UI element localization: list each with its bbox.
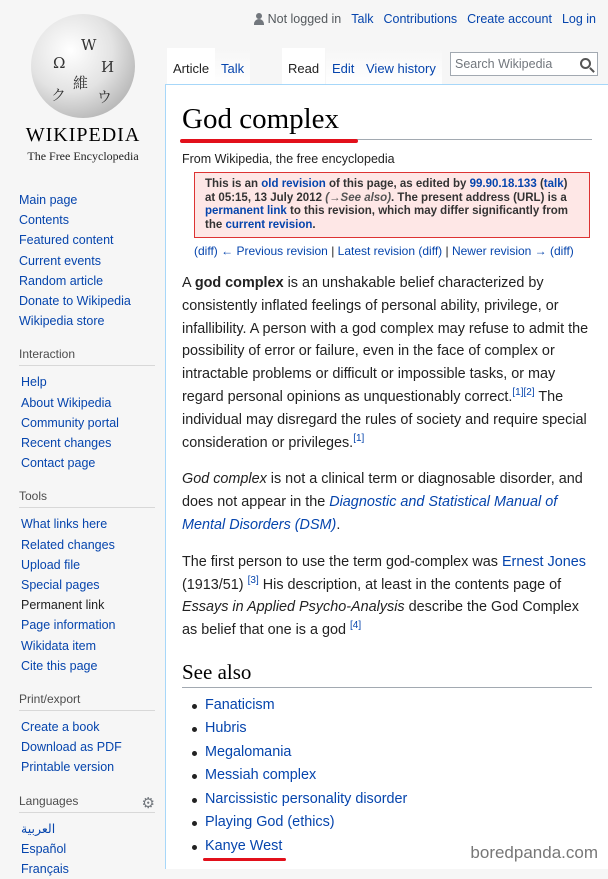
paragraph-history — [182, 551, 592, 642]
see-also-list — [182, 694, 592, 859]
tools-portal — [0, 489, 165, 676]
oldrev-text: This is an — [205, 178, 262, 190]
text: is an unshakable belief characterized by consistently inflated feelings of personal ability, privilege, or infallibility. A person with a god complex may refuse to admit the possibility of error or failure, even in the face of complex or intractable problems or difficult or impossible tasks, or may regard personal opinions as unquestionably correct. — [182, 275, 589, 405]
list-item — [190, 788, 592, 812]
list-item — [190, 694, 592, 718]
newer-revision-link[interactable]: Newer revision → — [451, 244, 547, 258]
tab-talk[interactable]: Talk — [215, 48, 250, 84]
list-item — [190, 717, 592, 741]
diff-link-1[interactable]: (diff) — [194, 244, 218, 258]
contact-page-link[interactable]: Contact page — [21, 456, 96, 471]
oldrev-text: ( — [539, 178, 544, 190]
text: describe the God Complex as belief that one is a god — [182, 599, 579, 639]
permanent-link[interactable]: Permanent link — [21, 598, 105, 613]
text: (1913/51) — [182, 576, 248, 593]
personal-tools — [254, 12, 596, 26]
not-logged-in-label: Not logged in — [267, 12, 342, 26]
search-input[interactable] — [450, 52, 598, 76]
languages-heading: Languages — [19, 794, 155, 813]
ernest-jones-link[interactable]: Ernest Jones — [501, 553, 586, 570]
logo-wordmark: WIKIPEDIA — [25, 124, 141, 146]
oldrev-text: ) at 05:15, 13 July 2012 — [205, 178, 568, 204]
create-book-link[interactable]: Create a book — [21, 720, 100, 735]
gear-icon[interactable]: ⚙ — [141, 794, 155, 812]
create-account-link[interactable]: Create account — [467, 12, 552, 26]
talk-link[interactable]: Talk — [351, 12, 374, 26]
wikidata-item-link[interactable]: Wikidata item — [21, 638, 97, 653]
language-french[interactable]: Français — [21, 862, 69, 877]
editor-ip-link[interactable]: 99.90.18.133 — [469, 178, 537, 190]
see-also-link[interactable]: Playing God (ethics) — [205, 814, 335, 831]
boredpanda-watermark: boredpanda.com — [470, 843, 598, 862]
what-links-here-link[interactable]: What links here — [21, 517, 108, 532]
kanye-west-link[interactable]: Kanye West — [205, 835, 282, 859]
language-arabic[interactable]: العربية — [21, 821, 56, 836]
oldrev-text: . — [312, 218, 316, 231]
upload-file-link[interactable]: Upload file — [21, 557, 81, 572]
print-export-heading: Print/export — [19, 692, 155, 711]
print-export-portal — [0, 692, 165, 778]
old-revision-notice — [194, 172, 590, 238]
nav-featured-content[interactable]: Featured content — [19, 233, 114, 248]
log-in-link[interactable]: Log in — [561, 12, 596, 26]
tab-read[interactable]: Read — [282, 48, 325, 84]
article-content — [165, 84, 608, 869]
text: The individual may disregard the rules of society and require special consideration or privileges. — [182, 388, 587, 451]
list-item — [190, 811, 592, 835]
tab-article[interactable]: Article — [167, 48, 215, 84]
tab-edit[interactable]: Edit — [326, 48, 360, 84]
bold-term: god complex — [194, 275, 284, 291]
related-changes-link[interactable]: Related changes — [21, 537, 115, 552]
printable-version-link[interactable]: Printable version — [21, 760, 115, 775]
user-icon — [254, 13, 264, 25]
ref-2[interactable]: [2] — [523, 387, 535, 399]
see-also-link[interactable]: Messiah complex — [205, 767, 317, 784]
book-title: Essays in Applied Psycho-Analysis — [182, 599, 405, 616]
community-portal-link[interactable]: Community portal — [21, 415, 119, 430]
recent-changes-link[interactable]: Recent changes — [21, 436, 112, 451]
ref-3[interactable]: [3] — [247, 574, 259, 586]
nav-current-events[interactable]: Current events — [19, 253, 101, 268]
paragraph-dsm — [182, 468, 592, 536]
italic-term: God complex — [182, 471, 267, 488]
language-spanish[interactable]: Español — [21, 841, 67, 856]
latest-revision-link[interactable]: Latest revision — [337, 244, 416, 258]
editor-talk-link[interactable]: talk — [543, 178, 564, 190]
see-also-heading: See also — [182, 660, 592, 688]
text: is not a clinical term or diagnosable disorder, and does not appear in the — [182, 471, 583, 511]
paragraph-intro — [182, 272, 592, 454]
list-item — [190, 741, 592, 765]
permanent-link-notice[interactable]: permanent link — [205, 205, 287, 217]
see-also-link[interactable]: Narcissistic personality disorder — [205, 790, 408, 807]
text: The first person to use the term god-complex was — [182, 553, 502, 570]
see-also-link[interactable]: Megalomania — [205, 743, 292, 760]
red-underline-mark — [180, 139, 358, 143]
oldrev-text: to this revision, which may differ significantly from the — [205, 205, 568, 231]
edit-summary: (→See also) — [325, 191, 392, 204]
tab-view-history[interactable]: View history — [360, 48, 442, 84]
separator: | — [442, 244, 452, 258]
wikipedia-logo[interactable] — [18, 14, 148, 164]
text: A — [182, 275, 195, 291]
nav-store[interactable]: Wikipedia store — [19, 314, 105, 329]
diff-link-3[interactable]: (diff) — [550, 244, 574, 258]
old-revision-link[interactable]: old revision — [261, 178, 326, 190]
about-link[interactable]: About Wikipedia — [21, 395, 112, 410]
oldrev-text: . The present address (URL) is a — [391, 191, 567, 204]
sidebar — [0, 190, 165, 879]
text: His description, at least in the contents page of — [258, 576, 562, 593]
interaction-heading: Interaction — [19, 347, 155, 366]
nav-donate[interactable]: Donate to Wikipedia — [19, 294, 131, 309]
nav-contents[interactable]: Contents — [19, 213, 70, 228]
list-item — [190, 764, 592, 788]
previous-revision-link[interactable]: ← Previous revision — [221, 244, 328, 258]
not-logged-in — [254, 12, 342, 26]
special-pages-link[interactable]: Special pages — [21, 578, 100, 593]
site-subtitle: From Wikipedia, the free encyclopedia — [182, 152, 395, 166]
diff-link-2[interactable]: (diff) — [418, 244, 443, 258]
main-navigation — [0, 190, 165, 331]
separator: | — [327, 244, 338, 258]
see-also-link[interactable]: Fanaticism — [205, 696, 275, 713]
interaction-portal — [0, 347, 165, 473]
ref-1b[interactable]: [1] — [353, 432, 365, 444]
revision-navigation — [194, 244, 592, 258]
nav-main-page[interactable]: Main page — [19, 193, 78, 207]
download-pdf-link[interactable]: Download as PDF — [21, 740, 122, 755]
page-information-link[interactable]: Page information — [21, 618, 116, 633]
languages-portal — [0, 794, 165, 879]
page-title — [182, 101, 592, 140]
oldrev-text: of this page, as edited by — [325, 178, 470, 190]
dsm-link[interactable]: Diagnostic and Statistical Manual of Mental Disorders (DSM) — [182, 494, 558, 533]
search-placeholder: Search Wikipedia — [455, 57, 553, 71]
see-also-link[interactable]: Hubris — [205, 720, 247, 737]
nav-random-article[interactable]: Random article — [19, 273, 104, 288]
tools-heading: Tools — [19, 489, 155, 508]
cite-this-page-link[interactable]: Cite this page — [21, 658, 98, 673]
current-revision-link[interactable]: current revision — [225, 218, 313, 231]
text: . — [336, 516, 341, 533]
ref-1[interactable]: [1] — [512, 387, 524, 399]
puzzle-globe-icon: Ω W И 維 ク ウ — [31, 14, 135, 118]
help-link[interactable]: Help — [21, 375, 47, 390]
logo-tagline: The Free Encyclopedia — [27, 149, 139, 163]
page-title-text: God complex — [182, 103, 340, 135]
contributions-link[interactable]: Contributions — [383, 12, 458, 26]
ref-4[interactable]: [4] — [350, 620, 362, 632]
search-icon[interactable] — [580, 58, 591, 69]
